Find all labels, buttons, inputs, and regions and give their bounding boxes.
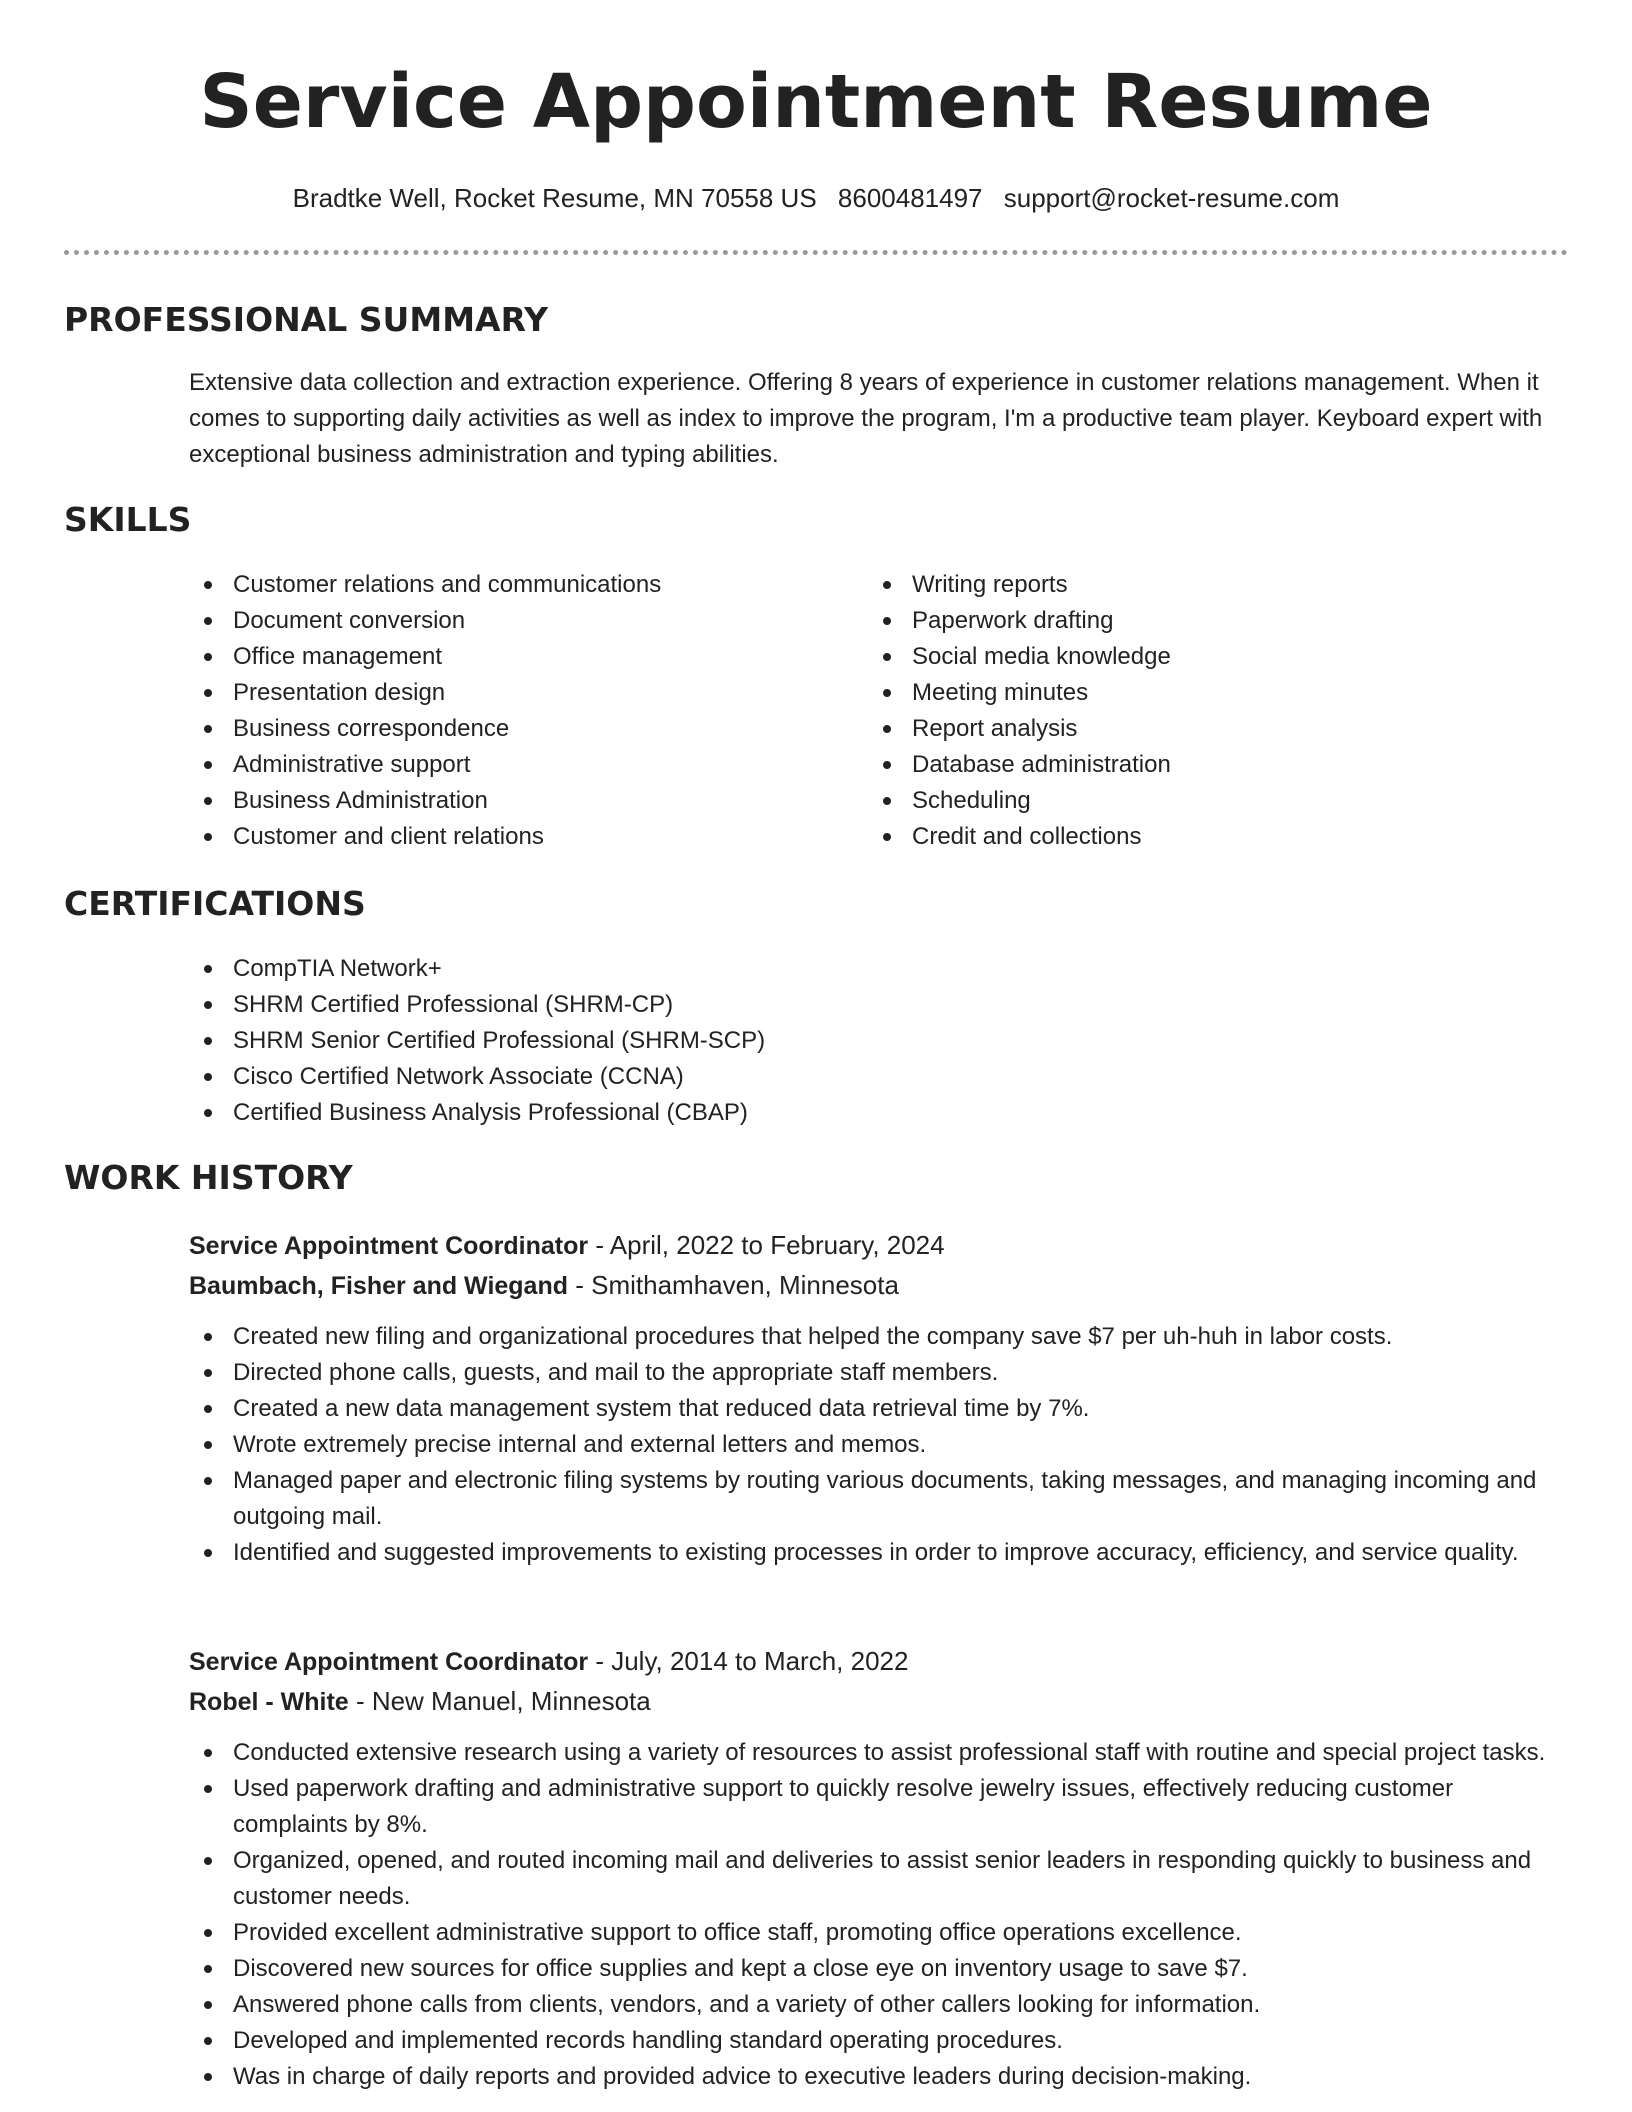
list-item bbox=[189, 1843, 1569, 1915]
bullet-dot bbox=[204, 581, 212, 589]
certifications-list bbox=[189, 951, 1089, 1131]
job-location: - New Manuel, Minnesota bbox=[348, 1686, 651, 1716]
certification-label: SHRM Senior Certified Professional (SHRM-SCP) bbox=[233, 1027, 766, 1054]
skill-label: Document conversion bbox=[233, 607, 466, 634]
list-item bbox=[189, 1059, 1089, 1095]
job-bullet-text: Created a new data management system that reduced data retrieval time by 7%. bbox=[233, 1395, 1090, 1422]
bullet-dot bbox=[204, 725, 212, 733]
list-item bbox=[189, 2059, 1569, 2095]
bullet-dot bbox=[204, 653, 212, 661]
job-bullet-text: Conducted extensive research using a variety of resources to assist professional staff with routine and special project tasks. bbox=[233, 1739, 1546, 1766]
skill-label: Administrative support bbox=[233, 751, 471, 778]
job-bullet-text: Organized, opened, and routed incoming mail and deliveries to assist senior leaders in responding quickly to business and customer needs. bbox=[233, 1847, 1532, 1910]
list-item bbox=[189, 675, 849, 711]
work-history-heading: WORK HISTORY bbox=[64, 1158, 353, 1197]
job-company: Baumbach, Fisher and Wiegand bbox=[189, 1272, 569, 1300]
list-item bbox=[189, 1391, 1569, 1427]
list-item bbox=[868, 639, 1528, 675]
list-item bbox=[189, 1915, 1569, 1951]
contact-email: support@rocket-resume.com bbox=[1003, 183, 1340, 213]
bullet-dot bbox=[883, 617, 891, 625]
bullet-dot bbox=[204, 689, 212, 697]
skill-label: Social media knowledge bbox=[912, 643, 1171, 670]
header-divider bbox=[64, 250, 1568, 255]
job-dates: - July, 2014 to March, 2022 bbox=[588, 1646, 909, 1676]
bullet-dot bbox=[883, 689, 891, 697]
list-item bbox=[189, 1535, 1569, 1571]
skill-label: Customer and client relations bbox=[233, 823, 544, 850]
skill-label: Meeting minutes bbox=[912, 679, 1089, 706]
skills-list-right bbox=[868, 567, 1528, 855]
job-bullet-text: Developed and implemented records handling standard operating procedures. bbox=[233, 2027, 1063, 2054]
list-item bbox=[189, 1771, 1569, 1843]
bullet-dot bbox=[204, 2073, 212, 2081]
certification-label: Cisco Certified Network Associate (CCNA) bbox=[233, 1063, 684, 1090]
job-title-line bbox=[189, 1225, 945, 1266]
bullet-dot bbox=[204, 833, 212, 841]
job-title: Service Appointment Coordinator bbox=[189, 1232, 589, 1260]
list-item bbox=[189, 1023, 1089, 1059]
list-item bbox=[189, 1463, 1569, 1535]
list-item bbox=[189, 1735, 1569, 1771]
bullet-dot bbox=[204, 1965, 212, 1973]
bullet-dot bbox=[204, 797, 212, 805]
job-bullet-text: Discovered new sources for office supplies and kept a close eye on inventory usage to save $7. bbox=[233, 1955, 1248, 1982]
bullet-dot bbox=[883, 725, 891, 733]
job-bullet-list bbox=[189, 1735, 1569, 2095]
list-item bbox=[189, 1319, 1569, 1355]
skills-list-left bbox=[189, 567, 849, 855]
list-item bbox=[868, 675, 1528, 711]
job-bullet-text: Managed paper and electronic filing systems by routing various documents, taking messages, and managing incoming and outgoing mail. bbox=[233, 1467, 1537, 1530]
contact-address: Bradtke Well, Rocket Resume, MN 70558 US bbox=[292, 183, 817, 213]
bullet-dot bbox=[204, 761, 212, 769]
skill-label: Paperwork drafting bbox=[912, 607, 1114, 634]
skill-label: Customer relations and communications bbox=[233, 571, 662, 598]
bullet-dot bbox=[204, 1929, 212, 1937]
bullet-dot bbox=[204, 1001, 212, 1009]
bullet-dot bbox=[204, 1749, 212, 1757]
bullet-dot bbox=[204, 1073, 212, 1081]
list-item bbox=[189, 711, 849, 747]
list-item bbox=[189, 819, 849, 855]
bullet-dot bbox=[204, 2037, 212, 2045]
job-bullet-text: Created new filing and organizational procedures that helped the company save $7 per uh-huh in labor costs. bbox=[233, 1323, 1393, 1350]
skill-label: Report analysis bbox=[912, 715, 1078, 742]
list-item bbox=[868, 819, 1528, 855]
list-item bbox=[189, 747, 849, 783]
job-company-line bbox=[189, 1681, 651, 1722]
list-item bbox=[189, 2023, 1569, 2059]
bullet-dot bbox=[204, 1333, 212, 1341]
certification-label: CompTIA Network+ bbox=[233, 955, 442, 982]
list-item bbox=[189, 1355, 1569, 1391]
list-item bbox=[189, 783, 849, 819]
bullet-dot bbox=[204, 1369, 212, 1377]
list-item bbox=[189, 639, 849, 675]
list-item bbox=[189, 1987, 1569, 2023]
list-item bbox=[189, 1095, 1089, 1131]
skill-label: Database administration bbox=[912, 751, 1171, 778]
skill-label: Office management bbox=[233, 643, 443, 670]
list-item bbox=[189, 987, 1089, 1023]
bullet-dot bbox=[204, 1109, 212, 1117]
list-item bbox=[189, 1427, 1569, 1463]
certification-label: Certified Business Analysis Professional (CBAP) bbox=[233, 1099, 748, 1126]
bullet-dot bbox=[204, 1405, 212, 1413]
list-item bbox=[868, 747, 1528, 783]
skill-label: Business correspondence bbox=[233, 715, 510, 742]
job-company: Robel - White bbox=[189, 1688, 349, 1716]
job-bullet-text: Wrote extremely precise internal and external letters and memos. bbox=[233, 1431, 927, 1458]
skills-heading: SKILLS bbox=[64, 500, 192, 539]
bullet-dot bbox=[204, 965, 212, 973]
bullet-dot bbox=[883, 833, 891, 841]
list-item bbox=[868, 567, 1528, 603]
list-item bbox=[189, 603, 849, 639]
job-bullet-text: Directed phone calls, guests, and mail to the appropriate staff members. bbox=[233, 1359, 999, 1386]
job-bullet-list bbox=[189, 1319, 1569, 1571]
skill-label: Scheduling bbox=[912, 787, 1031, 814]
bullet-dot bbox=[883, 761, 891, 769]
job-dates: - April, 2022 to February, 2024 bbox=[588, 1230, 945, 1260]
skill-label: Credit and collections bbox=[912, 823, 1142, 850]
job-location: - Smithamhaven, Minnesota bbox=[568, 1270, 899, 1300]
bullet-dot bbox=[204, 617, 212, 625]
job-title: Service Appointment Coordinator bbox=[189, 1648, 589, 1676]
certification-label: SHRM Certified Professional (SHRM-CP) bbox=[233, 991, 674, 1018]
job-bullet-text: Used paperwork drafting and administrative support to quickly resolve jewelry issues, effectively reducing customer complaints by 8%. bbox=[233, 1775, 1454, 1838]
list-item bbox=[868, 783, 1528, 819]
bullet-dot bbox=[204, 1441, 212, 1449]
bullet-dot bbox=[204, 1549, 212, 1557]
list-item bbox=[189, 567, 849, 603]
skill-label: Presentation design bbox=[233, 679, 446, 706]
list-item bbox=[868, 711, 1528, 747]
list-item bbox=[189, 1951, 1569, 1987]
job-bullet-text: Was in charge of daily reports and provided advice to executive leaders during decision-making. bbox=[233, 2063, 1252, 2090]
bullet-dot bbox=[883, 653, 891, 661]
bullet-dot bbox=[883, 797, 891, 805]
skill-label: Business Administration bbox=[233, 787, 488, 814]
bullet-dot bbox=[204, 1785, 212, 1793]
bullet-dot bbox=[883, 581, 891, 589]
bullet-dot bbox=[204, 1037, 212, 1045]
bullet-dot bbox=[204, 1857, 212, 1865]
resume-title: Service Appointment Resume bbox=[199, 59, 1433, 145]
list-item bbox=[868, 603, 1528, 639]
list-item bbox=[189, 951, 1089, 987]
bullet-dot bbox=[204, 2001, 212, 2009]
summary-text: Extensive data collection and extraction experience. Offering 8 years of experience in customer relations management. When it comes to supporting daily activities as well as index to improve the program, I'm a productive team player. Keyboard expert with exceptional business administration and typing abilities. bbox=[189, 369, 1543, 468]
skill-label: Writing reports bbox=[912, 571, 1068, 598]
job-bullet-text: Identified and suggested improvements to existing processes in order to improve accuracy, efficiency, and service quality. bbox=[233, 1539, 1519, 1566]
bullet-dot bbox=[204, 1477, 212, 1485]
job-bullet-text: Answered phone calls from clients, vendors, and a variety of other callers looking for information. bbox=[233, 1991, 1261, 2018]
summary-heading: PROFESSIONAL SUMMARY bbox=[64, 300, 549, 339]
contact-phone: 8600481497 bbox=[837, 183, 983, 213]
job-company-line bbox=[189, 1265, 899, 1306]
contact-line bbox=[0, 178, 1632, 218]
job-title-line bbox=[189, 1641, 908, 1682]
job-bullet-text: Provided excellent administrative support to office staff, promoting office operations excellence. bbox=[233, 1919, 1242, 1946]
certifications-heading: CERTIFICATIONS bbox=[64, 884, 366, 923]
